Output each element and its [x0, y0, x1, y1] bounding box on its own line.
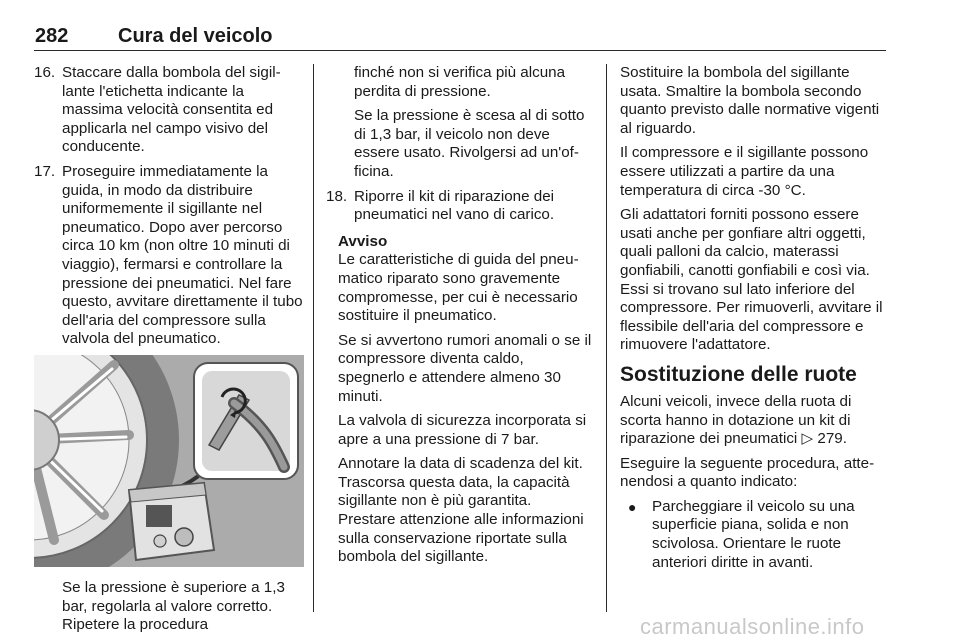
item-number: 18. — [326, 187, 348, 205]
paragraph: Alcuni veicoli, invece della ruota di scorta hanno in dotazione un kit di riparazione dei pneumatici ▷ 279. — [620, 392, 852, 448]
notice-title: Avviso — [338, 232, 388, 250]
bullet-item — [624, 498, 888, 572]
paragraph: Sostituire la bombola del sigillante usata. Smaltire la bombola secondo quanto previsto dalle normative vigenti al riguardo. — [620, 64, 880, 137]
column-2 — [326, 64, 592, 573]
list-item — [34, 64, 304, 157]
compressor-illustration — [34, 355, 304, 567]
paragraph: La valvola di sicurezza incorporata si apre a una pressione di 7 bar. — [338, 412, 587, 448]
item-number: 16. — [34, 64, 56, 81]
column-divider — [606, 64, 607, 612]
paragraph: Le caratteristiche di guida del pneumatico riparato sono gravemente compromesse, per cui è necessario sostituire il pneumatico. — [338, 251, 579, 325]
notice-box — [338, 233, 592, 567]
item-text: Staccare dalla bombola del sigillante l'etichetta indicante la massima velocità consentita ed applicarla nel campo visivo del conducente. — [62, 64, 281, 156]
compressor-illustration-drawing — [34, 355, 304, 567]
paragraph: Se la pressione è scesa al di sotto di 1,3 bar, il veicolo non deve essere usato. Rivolgersi ad un'officina. — [354, 107, 585, 180]
column-1 — [34, 64, 304, 641]
bullet-text: Parcheggiare il veicolo su una superficie piana, solida e non scivolosa. Orientare le ruote anteriori diritte in avanti. — [652, 497, 855, 571]
item-text: Riporre il kit di riparazione dei pneumatici nel vano di carico. — [354, 187, 555, 224]
list-item — [34, 163, 304, 349]
bullet-icon: ● — [628, 498, 637, 515]
page-header — [34, 22, 886, 51]
page-title: Cura del veicolo — [118, 25, 273, 47]
list-item — [326, 188, 592, 225]
item-number: 17. — [34, 162, 56, 180]
paragraph: Se la pressione è superiore a 1,3 bar, regolarla al valore corretto. Ripetere la procedura — [62, 578, 285, 634]
section-title: Sostituzione delle ruote — [620, 362, 857, 386]
paragraph: Se si avvertono rumori anomali o se il compressore diventa caldo, spegnerlo e attendere almeno 30 minuti. — [338, 331, 592, 405]
column-divider — [313, 64, 314, 612]
paragraph: finché non si verifica più alcuna perdita di pressione. — [354, 64, 566, 100]
watermark: carmanualsonline.info — [640, 614, 865, 639]
page-number: 282 — [35, 25, 69, 47]
paragraph: Annotare la data di scadenza del kit. Trascorsa questa data, la capacità sigillante non è più garantita. Prestare attenzione alle informazioni sulla conservazione riportate sulla bombola del sigillante. — [338, 455, 584, 566]
paragraph: Gli adattatori forniti possono essere usati anche per gonfiare altri oggetti, quali palloni da calcio, materassi gonfiabili, canotti gonfiabili e così via. Essi si trovano sul lato inferiore del compressore. Per rimuoverli, avvitare il flessibile dell'aria del compressore e rimuovere l'adattatore. — [620, 206, 883, 354]
item-text: Proseguire immediatamente la guida, in modo da distribuire uniformemente il sigillante nel pneumatico. Dopo aver percorso circa 10 km (non oltre 10 minuti di viaggio), fermarsi e controllare la pressione dei pneumatici. Nel fare questo, avvitare direttamente il tubo dell'aria del compressore sulla valvola del pneumatico. — [62, 162, 303, 348]
column-3 — [620, 64, 888, 572]
paragraph: Eseguire la seguente procedura, attenendosi a quanto indicato: — [620, 454, 875, 491]
paragraph: Il compressore e il sigillante possono essere utilizzati a partire da una temperatura di circa -30 °C. — [620, 144, 869, 199]
